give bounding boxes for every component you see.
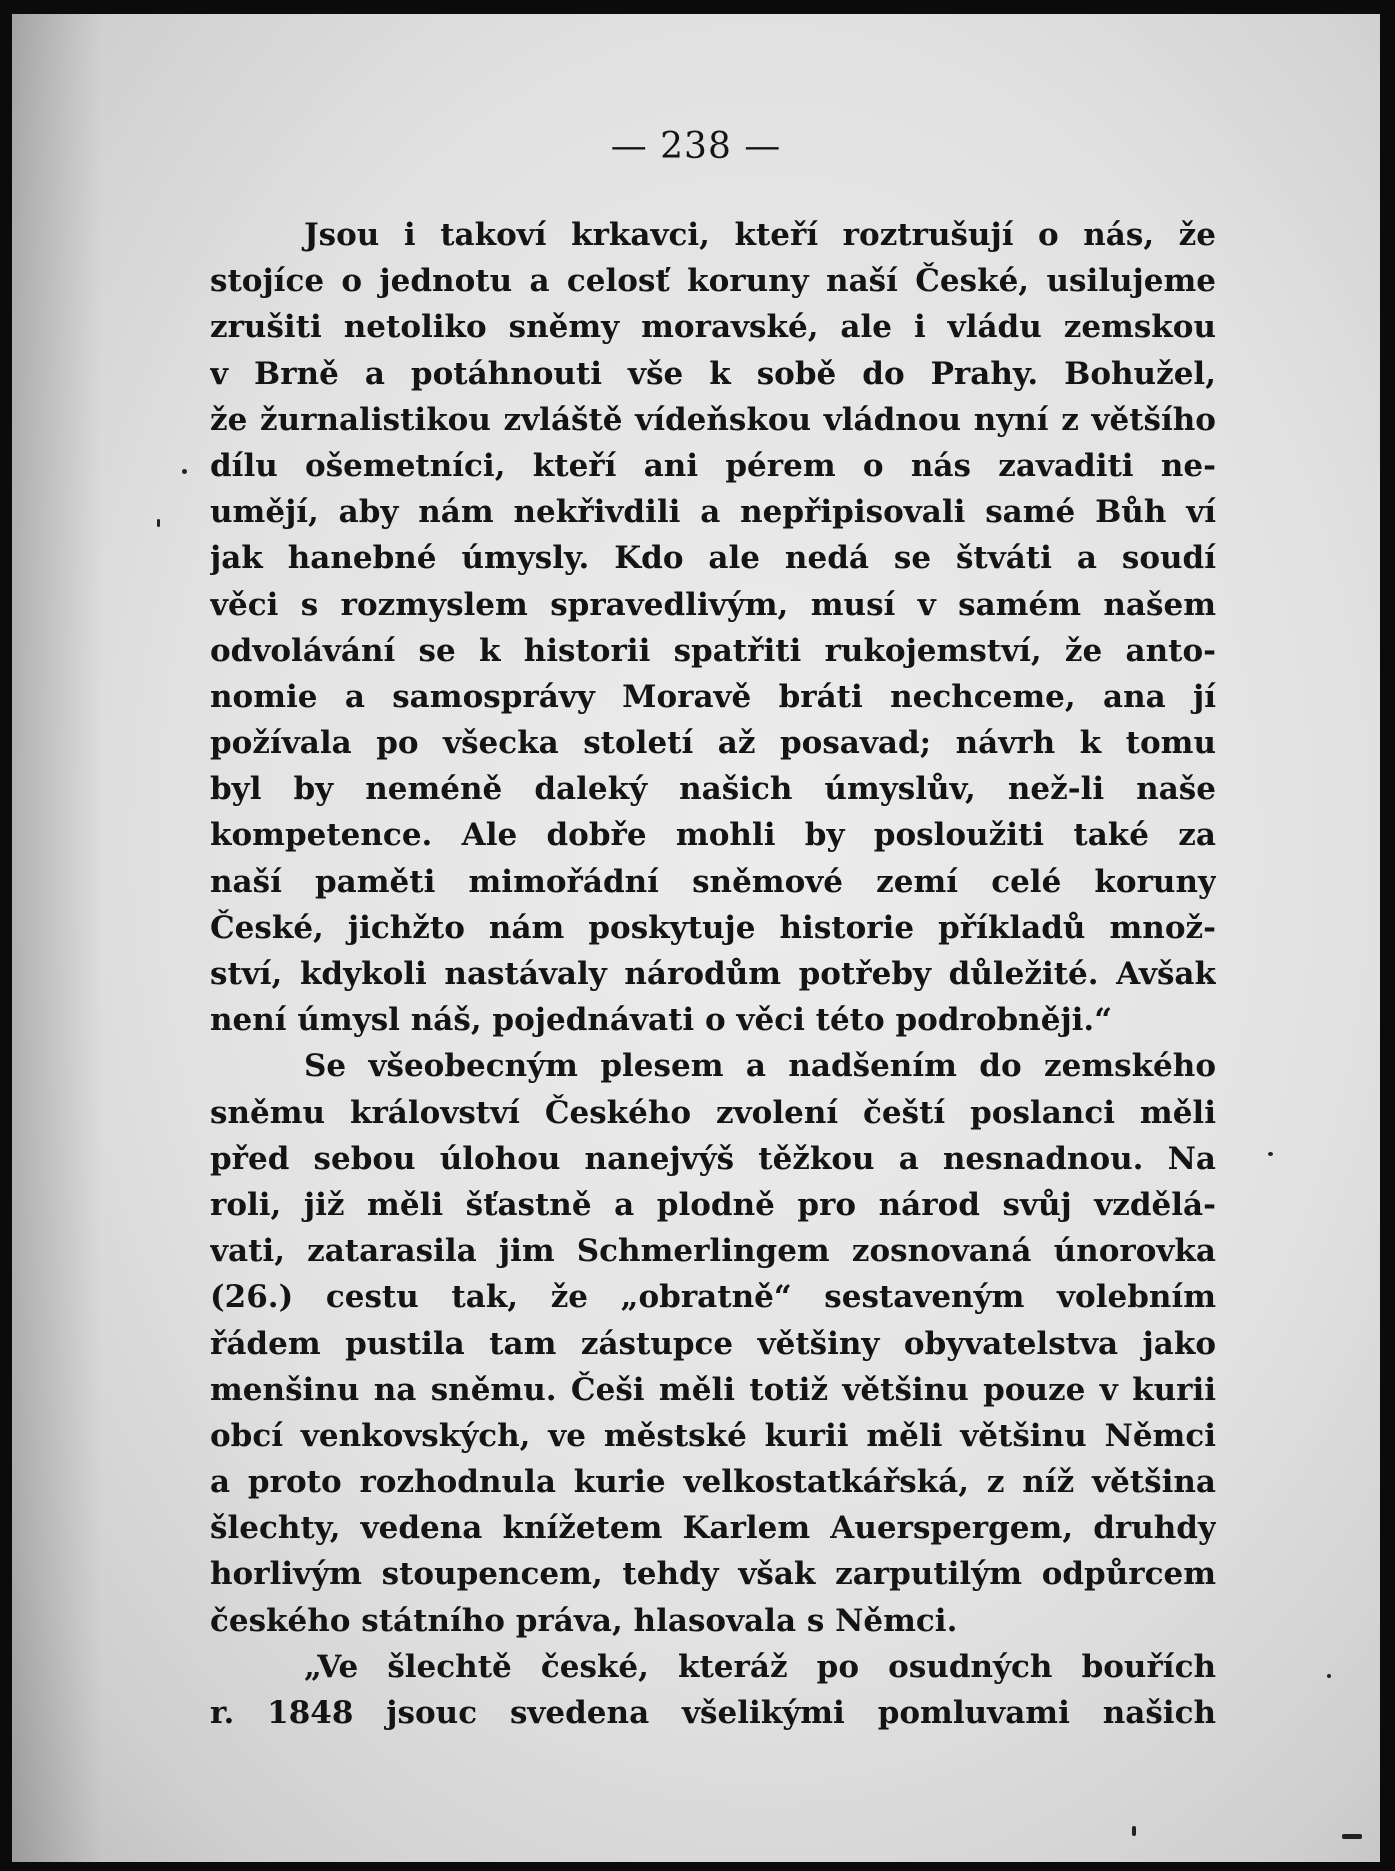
page-number: — 238 — [610, 126, 782, 167]
body-text [210, 212, 1216, 1736]
text-line: odvolávání se k historii spatřiti rukojemství, že anto- [210, 632, 1216, 669]
scan-speck [157, 519, 160, 527]
text-line: nomie a samosprávy Moravě bráti nechceme, ana jí [210, 678, 1216, 715]
text-line: že žurnalistikou zvláště vídeňskou vládnou nyní z většího [210, 401, 1216, 438]
scan-speck [1342, 1834, 1362, 1839]
text-line: horlivým stoupencem, tehdy však zarputilým odpůrcem [210, 1556, 1216, 1593]
text-line: České, jichžto nám poskytuje historie příkladů množ- [210, 909, 1216, 946]
text-line: (26.) cestu tak, že „obratně“ sestaveným volebním [210, 1279, 1216, 1316]
text-line: sněmu království Českého zvolení čeští poslanci měli [210, 1094, 1216, 1131]
text-line: Jsou i takoví krkavci, kteří roztrušují o nás, že [304, 217, 1216, 253]
text-line: a proto rozhodnula kurie velkostatkářská, z níž většina [210, 1464, 1216, 1501]
text-line: obcí venkovských, ve městské kurii měli většinu Němci [210, 1417, 1216, 1454]
text-line: r. 1848 jsouc svedena všelikými pomluvami našich [210, 1695, 1216, 1731]
text-line: Se všeobecným plesem a nadšením do zemského [304, 1048, 1216, 1085]
book-page [12, 14, 1380, 1862]
text-line: jak hanebné úmysly. Kdo ale nedá se štváti a soudí [210, 540, 1216, 577]
text-line: šlechty, vedena knížetem Karlem Auerspergem, druhdy [210, 1510, 1216, 1547]
scan-speck [1268, 1152, 1273, 1156]
text-line: stojíce o jednotu a celosť koruny naší České, usilujeme [210, 263, 1216, 300]
text-line: naší paměti mimořádní sněmové zemí celé koruny [210, 863, 1216, 900]
scan-speck [1327, 1674, 1331, 1678]
text-line: roli, již měli šťastně a plodně pro národ svůj vzdělá- [210, 1186, 1216, 1223]
text-line: umějí, aby nám nekřivdili a nepřipisovali samé Bůh ví [210, 494, 1216, 531]
text-line: českého státního práva, hlasovala s Němci. [210, 1602, 958, 1639]
text-line: kompetence. Ale dobře mohli by posloužiti také za [210, 817, 1216, 854]
text-line: „Ve šlechtě české, kteráž po osudných bouřích [304, 1648, 1216, 1685]
text-line: požívala po všecka století až posavad; návrh k tomu [210, 725, 1216, 762]
scan-speck [182, 469, 187, 474]
text-line: řádem pustila tam zástupce většiny obyvatelstva jako [210, 1325, 1216, 1362]
text-line: byl by neméně daleký našich úmyslův, než-li naše [210, 771, 1216, 808]
text-line: dílu ošemetníci, kteří ani pérem o nás zavaditi ne- [210, 447, 1216, 484]
scan-speck [1132, 1826, 1136, 1836]
text-line: zrušiti netoliko sněmy moravské, ale i vládu zemskou [210, 309, 1216, 346]
text-line: menšinu na sněmu. Češi měli totiž většinu pouze v kurii [210, 1371, 1216, 1408]
text-line: před sebou úlohou nanejvýš těžkou a nesnadnou. Na [210, 1140, 1216, 1177]
text-line: věci s rozmyslem spravedlivým, musí v samém našem [210, 586, 1216, 623]
text-line: není úmysl náš, pojednávati o věci této podrobněji.“ [210, 1002, 1113, 1039]
text-line: v Brně a potáhnouti vše k sobě do Prahy. Bohužel, [210, 355, 1216, 392]
text-line: ství, kdykoli nastávaly národům potřeby důležité. Avšak [210, 956, 1216, 992]
text-line: vati, zatarasila jim Schmerlingem zosnovaná únorovka [210, 1233, 1216, 1270]
